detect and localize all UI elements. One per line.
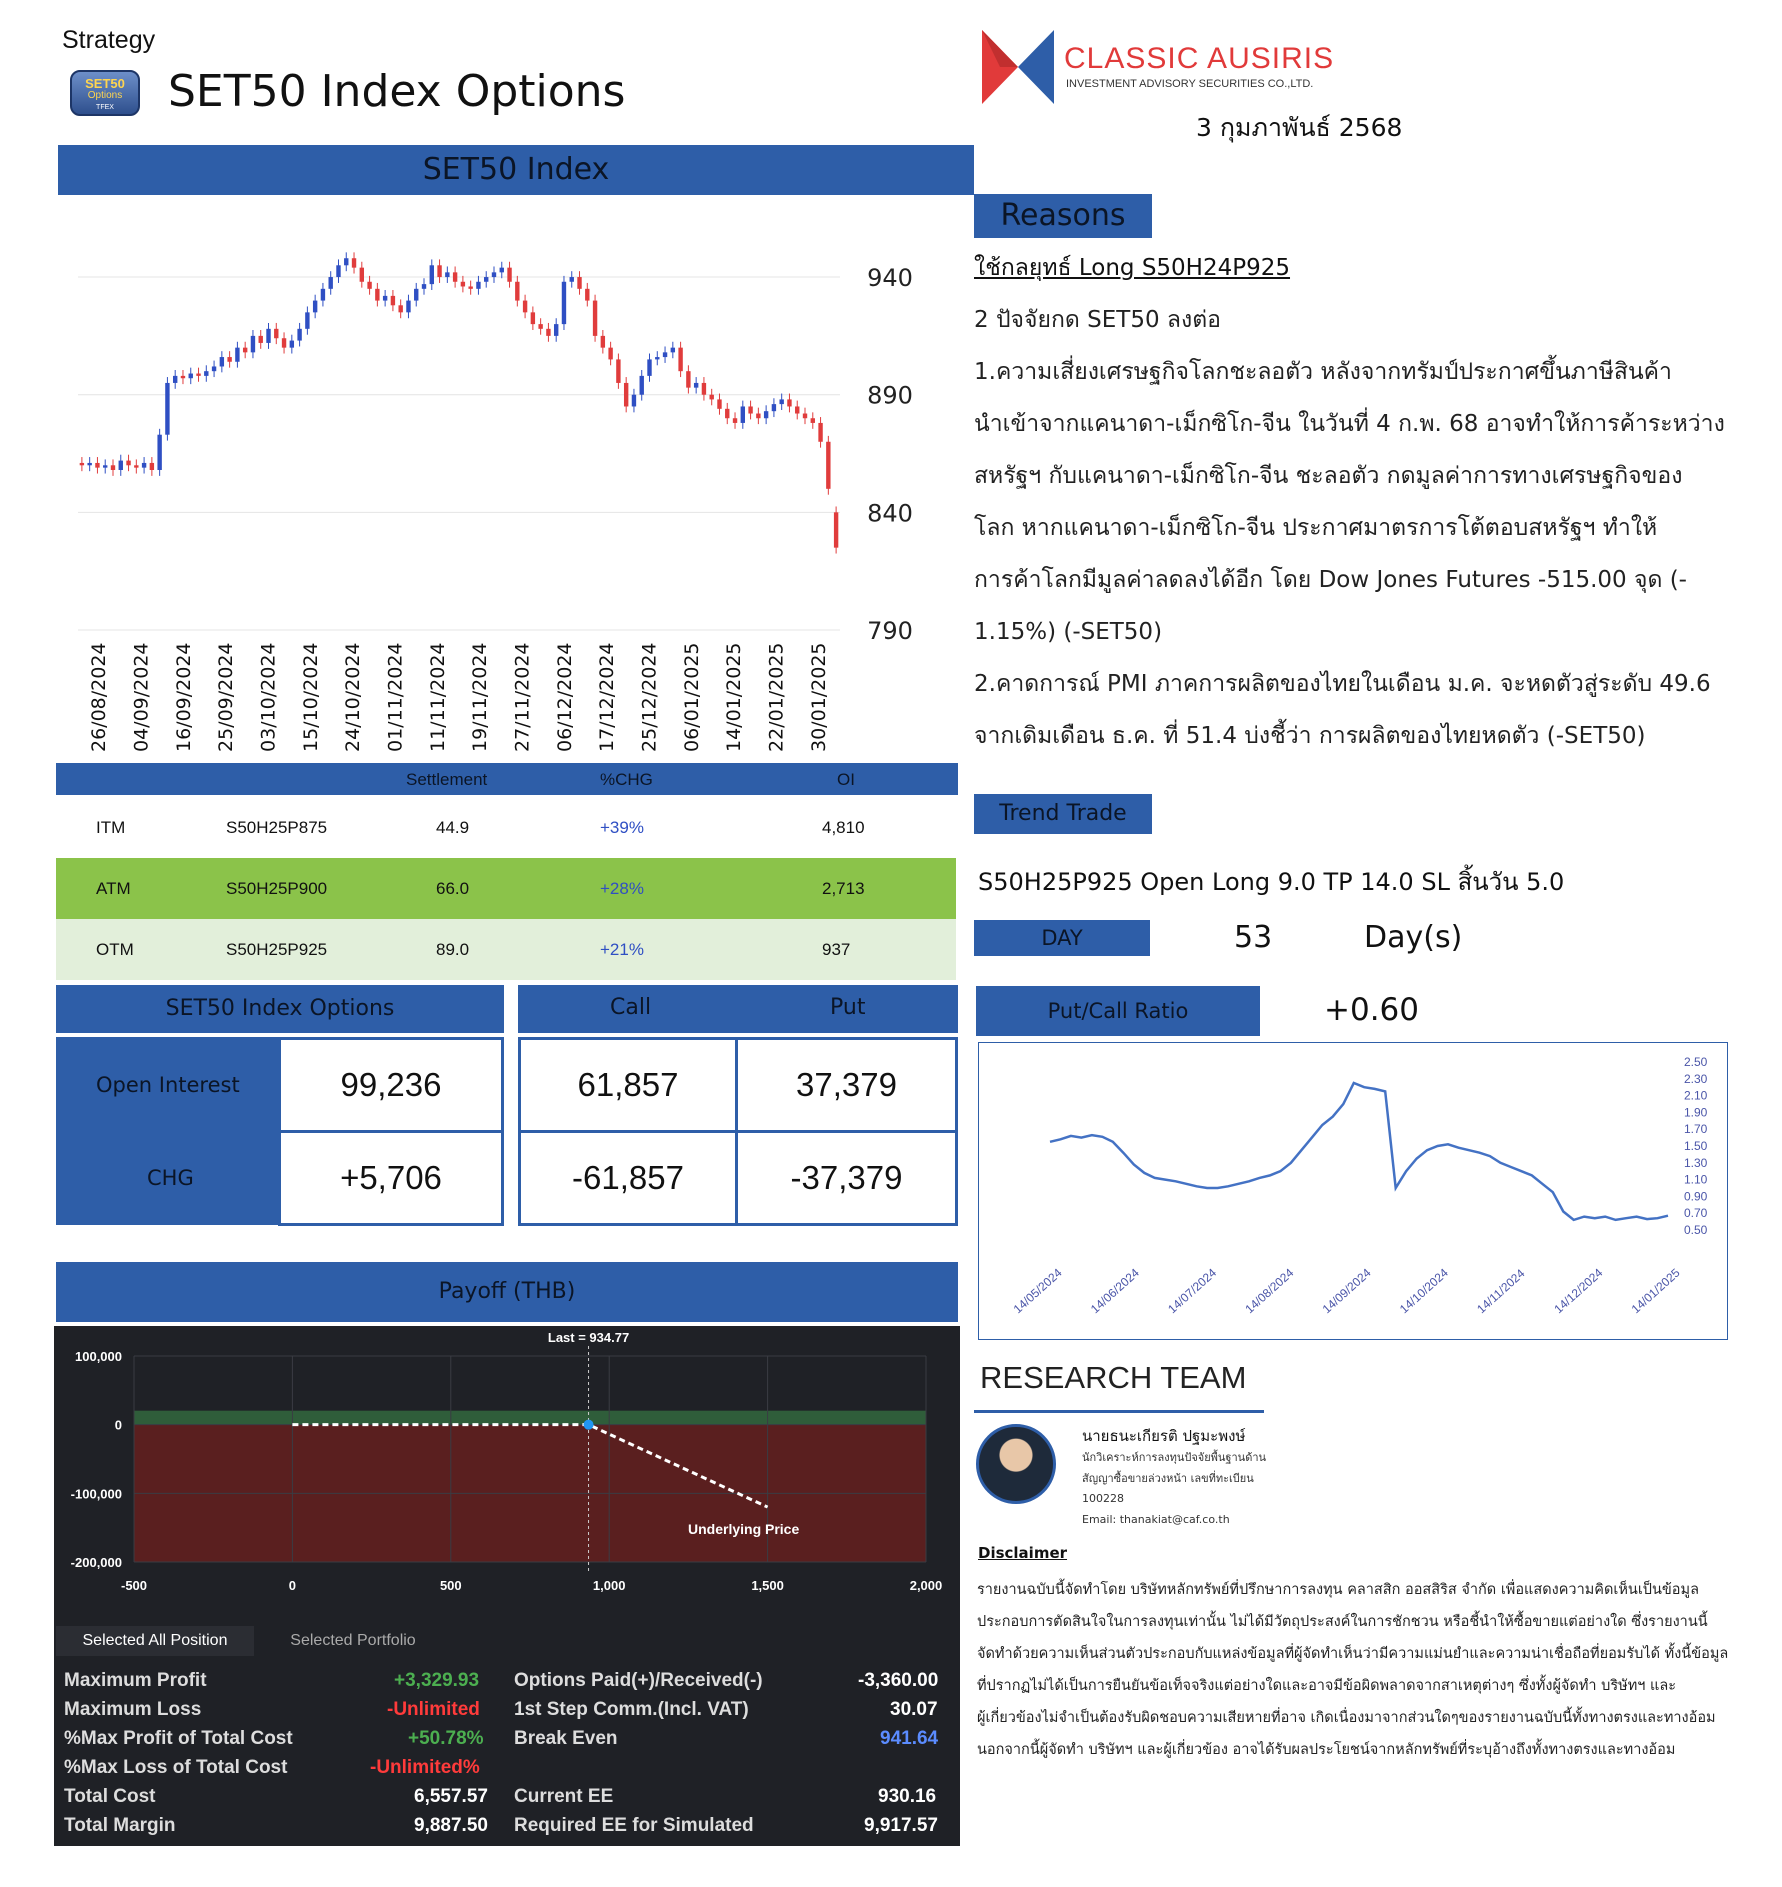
chg-label: CHG [147, 1166, 194, 1190]
candle-body [375, 289, 379, 301]
candle-body [204, 371, 208, 376]
x-tick-label: 14/01/2025 [1628, 1265, 1683, 1317]
x-tick-label: 14/06/2024 [1087, 1265, 1142, 1317]
x-tick-label: 14/01/2025 [723, 642, 746, 752]
x-tick-label: 04/09/2024 [130, 642, 153, 752]
oi-table-header: SET50 Index Options [56, 985, 504, 1033]
total-cost-label: Total Cost [64, 1786, 156, 1807]
logo-line-2: Options [87, 90, 123, 101]
call-put-header [518, 985, 958, 1033]
x-tick-label: 1,000 [592, 1578, 626, 1593]
row-settlement: 44.9 [436, 817, 470, 837]
break-even-value: 941.64 [880, 1728, 939, 1749]
x-tick-label: 0 [288, 1578, 297, 1593]
tab-selected-all-position[interactable]: Selected All Position [56, 1626, 254, 1656]
candle-body [196, 374, 200, 376]
candle-body [297, 329, 301, 341]
candle-body [173, 376, 177, 383]
candle-body [678, 348, 682, 372]
last-price-label: Last = 934.77 [547, 1330, 630, 1345]
x-tick-label: 19/11/2024 [469, 642, 492, 752]
candle-body [126, 461, 130, 466]
row-series: S50H25P900 [226, 878, 328, 898]
y-tick-label: 0 [114, 1417, 122, 1433]
candle-body [663, 352, 667, 357]
candle-body [150, 463, 154, 470]
row-chg: +28% [600, 878, 644, 898]
row-type: OTM [96, 939, 134, 959]
candle-body [748, 406, 752, 413]
disclaimer-line: รายงานฉบับนี้จัดทำโดย บริษัทหลักทรัพย์ที่ปรึกษาการลงทุน คลาสสิก ออสสิริส จำกัด เพื่อแสดงความคิดเห็นเป็นข้อมูล [977, 1582, 1699, 1598]
candle-body [523, 301, 527, 313]
candle-body [694, 383, 698, 388]
x-tick-label: 2,000 [909, 1578, 943, 1593]
disclaimer-line: จัดทำด้วยความเห็นส่วนตัวประกอบกับแหล่งข้อมูลที่ผู้จัดทำเห็นว่ามีความแม่นยำและความน่าเชื่อถือที่ยอมรับได้ ทั้งนี้ข้อมูล [977, 1646, 1729, 1662]
call-oi-value: 61,857 [518, 1037, 738, 1133]
x-tick-label: 14/07/2024 [1165, 1265, 1220, 1317]
oi-chg-value: +5,706 [278, 1130, 504, 1226]
disclaimer-line: ประกอบการตัดสินใจในการลงทุนเท่านั้น ไม่ได้มีวัตถุประสงค์ในการชักชวน หรือชี้นำให้ซื้อขายแต่อย่างใด ซึ่งรายงานนี้ [977, 1614, 1708, 1630]
row-settlement: 89.0 [436, 939, 470, 959]
index-chart-title: SET50 Index [58, 145, 974, 195]
candle-body [585, 289, 589, 301]
candle-body [608, 348, 612, 360]
analyst-registration: 100228 [1082, 1492, 1124, 1505]
total-margin-label: Total Margin [64, 1815, 176, 1836]
candle-body [671, 348, 675, 353]
candle-body [352, 258, 356, 267]
candle-body [235, 348, 239, 362]
put-call-ratio-label: Put/Call Ratio [976, 986, 1260, 1036]
analyst-role: นักวิเคราะห์การลงทุนปัจจัยพื้นฐานด้าน [1082, 1451, 1267, 1464]
x-tick-label: 03/10/2024 [257, 642, 280, 752]
candle-body [305, 312, 309, 328]
candle-body [344, 258, 348, 265]
x-tick-label: 500 [439, 1578, 462, 1593]
table-row [56, 919, 956, 980]
x-tick-label: 24/10/2024 [342, 642, 365, 752]
row-type: ITM [96, 817, 126, 837]
candle-body [266, 329, 270, 343]
candle-body [818, 423, 822, 442]
candle-body [445, 272, 449, 277]
pcr-series-line [1050, 1083, 1668, 1220]
total-margin-value: 9,887.50 [414, 1815, 488, 1836]
y-tick-label: 2.10 [1684, 1088, 1708, 1103]
max-loss-value: -Unlimited [387, 1699, 480, 1720]
row-chg: +21% [600, 939, 644, 959]
candle-body [87, 463, 91, 465]
y-tick-label: 2.30 [1684, 1071, 1708, 1086]
call-chg-value: -61,857 [518, 1130, 738, 1226]
put-call-ratio-chart [978, 1042, 1728, 1340]
y-tick-label: 1.90 [1684, 1105, 1708, 1120]
open-interest-label: Open Interest [96, 1073, 240, 1097]
candle-body [336, 265, 340, 277]
max-profit-value: +3,329.93 [394, 1670, 480, 1691]
candle-body [80, 463, 84, 465]
candle-body [484, 277, 488, 282]
x-tick-label: 22/01/2025 [765, 642, 788, 752]
max-loss-pct-value: -Unlimited% [370, 1757, 480, 1778]
candle-body [189, 374, 193, 379]
x-tick-label: 01/11/2024 [384, 642, 407, 752]
options-table-header [56, 763, 958, 795]
oi-label-panel [56, 1037, 280, 1225]
reason-line: 2.คาดการณ์ PMI ภาคการผลิตของไทยในเดือน ม.ค. จะหดตัวสู่ระดับ 49.6 [974, 671, 1711, 697]
last-price-marker [584, 1420, 594, 1430]
day-label: DAY [974, 920, 1150, 956]
put-chg-value: -37,379 [735, 1130, 958, 1226]
candle-body [779, 399, 783, 404]
reasons-text [974, 294, 1774, 762]
set50-options-logo [70, 70, 140, 116]
candle-body [834, 512, 838, 547]
candle-body [811, 418, 815, 423]
candle-body [367, 282, 371, 289]
max-loss-pct-label: %Max Loss of Total Cost [64, 1757, 288, 1778]
reason-line: โลก หากแคนาดา-เม็กซิโก-จีน ประกาศมาตรการโต้ตอบสหรัฐฯ ทำให้ [974, 515, 1658, 541]
candle-body [702, 383, 706, 395]
max-profit-pct-label: %Max Profit of Total Cost [64, 1728, 293, 1749]
research-team-title: RESEARCH TEAM [980, 1360, 1247, 1395]
candle-body [500, 268, 504, 273]
call-header: Call [610, 995, 652, 1020]
y-tick-label: -200,000 [70, 1555, 122, 1570]
page-title: SET50 Index Options [168, 66, 626, 117]
y-tick-label: 940 [867, 264, 913, 293]
total-cost-value: 6,557.57 [414, 1786, 488, 1807]
x-tick-label: 27/11/2024 [511, 642, 534, 752]
row-settlement: 66.0 [436, 878, 470, 898]
profit-region [134, 1411, 926, 1425]
candle-body [632, 395, 636, 407]
candle-body [655, 357, 659, 359]
y-tick-label: 1.30 [1684, 1155, 1708, 1170]
current-ee-label: Current EE [514, 1786, 614, 1807]
x-tick-label: 16/09/2024 [172, 642, 195, 752]
reason-line: 2 ปัจจัยกด SET50 ลงต่อ [974, 307, 1221, 333]
max-profit-pct-value: +50.78% [408, 1728, 484, 1749]
y-tick-label: 2.50 [1684, 1055, 1708, 1069]
disclaimer-title: Disclaimer [978, 1544, 1068, 1562]
candle-body [422, 284, 426, 289]
candle-body [119, 461, 123, 470]
candle-body [329, 277, 333, 289]
candle-body [251, 336, 255, 352]
candle-body [391, 296, 395, 305]
x-tick-label: 17/12/2024 [596, 642, 619, 752]
settlement-header: Settlement [406, 770, 488, 789]
candle-body [414, 289, 418, 301]
analyst-role-2: สัญญาซื้อขายล่วงหน้า เลขที่ทะเบียน [1082, 1472, 1254, 1485]
put-call-ratio-value: +0.60 [1324, 992, 1419, 1028]
candle-body [181, 376, 185, 378]
y-tick-label: 1.70 [1684, 1122, 1708, 1137]
payoff-chart [54, 1326, 960, 1616]
required-ee-label: Required EE for Simulated [514, 1815, 754, 1836]
commission-label: 1st Step Comm.(Incl. VAT) [514, 1699, 749, 1720]
reason-line: จากเดิมเดือน ธ.ค. ที่ 51.4 บ่งชี้ว่า การผลิตของไทยหดตัว (-SET50) [974, 723, 1646, 749]
analyst-email: Email: thanakiat@caf.co.th [1082, 1513, 1230, 1526]
candle-body [570, 277, 574, 282]
candle-body [290, 341, 294, 348]
y-tick-label: 0.70 [1684, 1206, 1708, 1221]
candle-body [577, 277, 581, 289]
x-tick-label: 14/12/2024 [1551, 1265, 1606, 1317]
candle-body [531, 312, 535, 324]
candle-body [360, 268, 364, 282]
candle-body [321, 289, 325, 301]
candle-body [593, 301, 597, 336]
x-tick-label: 15/10/2024 [299, 642, 322, 752]
candle-body [437, 265, 441, 277]
candle-body [243, 348, 247, 353]
candle-body [826, 442, 830, 489]
candle-body [430, 265, 434, 284]
table-row [56, 797, 956, 858]
candle-body [103, 465, 107, 467]
y-tick-label: 100,000 [75, 1349, 122, 1364]
candle-body [803, 414, 807, 419]
put-oi-value: 37,379 [735, 1037, 958, 1133]
y-tick-label: 0.90 [1684, 1189, 1708, 1204]
candle-body [453, 272, 457, 281]
candle-body [515, 282, 519, 301]
company-name: CLASSIC AUSIRIS [1064, 42, 1335, 75]
logo-line-3: TFEX [96, 104, 114, 111]
row-series: S50H25P925 [226, 939, 328, 959]
x-tick-label: 14/08/2024 [1242, 1265, 1297, 1317]
options-paid-value: -3,360.00 [858, 1670, 939, 1691]
x-tick-label: 06/01/2025 [680, 642, 703, 752]
disclaimer-line: ที่ปรากฏไม่ได้เป็นการยืนยันข้อเท็จจริงแต่อย่างใดและอาจมีข้อผิดพลาดจากสาเหตุต่างๆ ซึ่งทั้งผู้จัดทำ บริษัทฯ และ [977, 1678, 1677, 1694]
candle-body [165, 383, 169, 435]
trend-trade-title: Trend Trade [974, 794, 1152, 834]
row-oi: 937 [822, 939, 851, 959]
strategy-line: ใช้กลยุทธ์ Long S50H24P925 [974, 255, 1291, 281]
open-interest-value: 99,236 [278, 1037, 504, 1133]
candle-body [220, 357, 224, 366]
candle-body [725, 409, 729, 418]
reason-line: 1.ความเสี่ยงเศรษฐกิจโลกชะลอตัว หลังจากทรัมป์ประกาศขึ้นภาษีสินค้า [974, 359, 1672, 385]
candle-body [383, 296, 387, 301]
candle-body [157, 435, 161, 470]
candle-body [461, 282, 465, 287]
candle-body [507, 268, 511, 282]
x-tick-label: 30/01/2025 [807, 642, 830, 752]
candle-body [640, 376, 644, 395]
table-row [56, 858, 956, 919]
disclaimer-line: นอกจากนี้ผู้จัดทำ บริษัทฯ และผู้เกี่ยวข้อง อาจได้รับผลประโยชน์จากหลักทรัพย์ที่ระบุอ้างถึงทั้งทางตรงและทางอ้อม [977, 1742, 1676, 1758]
candle-body [601, 336, 605, 348]
candle-body [562, 282, 566, 324]
candle-body [616, 359, 620, 383]
strategy-label: Strategy [62, 26, 156, 54]
x-tick-label: -500 [120, 1578, 148, 1593]
candle-body [538, 324, 542, 329]
row-oi: 2,713 [822, 878, 865, 898]
candle-body [476, 282, 480, 289]
candle-body [212, 366, 216, 371]
disclaimer-line: ผู้เกี่ยวข้องไม่จำเป็นต้องรับผิดชอบความเสียหายที่อาจ เกิดเนื่องมาจากส่วนใดๆของรายงานฉบับนี้ทั้งทางตรงและทางอ้อม [977, 1710, 1716, 1726]
reason-line: 1.15%) (-SET50) [974, 619, 1163, 645]
company-logo [982, 30, 1054, 104]
candle-body [227, 357, 231, 362]
payoff-title: Payoff (THB) [56, 1262, 958, 1322]
options-paid-label: Options Paid(+)/Received(-) [514, 1670, 763, 1691]
y-tick-label: 1.10 [1684, 1172, 1708, 1187]
y-tick-label: 840 [867, 499, 913, 528]
candle-body [795, 406, 799, 413]
candle-body [554, 324, 558, 336]
candle-body [95, 463, 99, 468]
tab-selected-portfolio[interactable]: Selected Portfolio [260, 1626, 446, 1656]
candle-body [624, 383, 628, 407]
candle-body [546, 329, 550, 336]
current-ee-value: 930.16 [878, 1786, 937, 1807]
x-tick-label: 14/11/2024 [1474, 1266, 1528, 1317]
day-unit: Day(s) [1364, 920, 1463, 955]
reason-line: สหรัฐฯ กับแคนาดา-เม็กซิโก-จีน ชะลอตัว กดมูลค่าการทางเศรษฐกิจของ [974, 463, 1683, 489]
underlying-price-label: Underlying Price [688, 1521, 800, 1537]
x-tick-label: 14/05/2024 [1010, 1265, 1065, 1317]
y-tick-label: 890 [867, 381, 913, 410]
candle-body [717, 399, 721, 408]
x-tick-label: 14/09/2024 [1319, 1265, 1374, 1317]
oi-header: OI [837, 770, 855, 789]
research-divider [974, 1410, 1264, 1413]
candle-body [710, 395, 714, 400]
candle-body [259, 336, 263, 343]
put-header: Put [830, 995, 866, 1020]
x-tick-label: 1,500 [751, 1578, 784, 1593]
x-tick-label: 25/09/2024 [215, 642, 238, 752]
report-date: 3 กุมภาพันธ์ 2568 [1196, 113, 1403, 142]
break-even-label: Break Even [514, 1728, 618, 1749]
x-tick-label: 25/12/2024 [638, 642, 661, 752]
max-loss-label: Maximum Loss [64, 1699, 202, 1720]
candle-body [733, 418, 737, 423]
candle-body [492, 272, 496, 277]
candle-body [647, 359, 651, 375]
reason-line: การค้าโลกมีมูลค่าลดลงได้อีก โดย Dow Jones Futures -515.00 จุด (- [974, 567, 1687, 593]
row-type: ATM [96, 878, 131, 898]
y-tick-label: -100,000 [70, 1486, 122, 1502]
max-profit-label: Maximum Profit [64, 1670, 207, 1691]
x-tick-label: 06/12/2024 [553, 642, 576, 752]
reason-line: นำเข้าจากแคนาดา-เม็กซิโก-จีน ในวันที่ 4 ก.พ. 68 อาจทำให้การค้าระหว่าง [974, 411, 1725, 437]
logo-line-1: SET50 [85, 76, 125, 91]
candle-body [398, 305, 402, 312]
candle-body [111, 465, 115, 470]
candle-body [406, 301, 410, 313]
candle-body [134, 465, 138, 467]
analyst-name: นายธนะเกียรติ ปฐมะพงษ์ [1082, 1427, 1246, 1445]
company-subtitle: INVESTMENT ADVISORY SECURITIES CO.,LTD. [1066, 78, 1314, 90]
y-tick-label: 1.50 [1684, 1139, 1708, 1153]
candle-body [282, 338, 286, 347]
candle-body [142, 463, 146, 468]
row-series: S50H25P875 [226, 817, 328, 837]
x-tick-label: 14/10/2024 [1396, 1265, 1451, 1317]
row-chg: +39% [600, 817, 644, 837]
x-tick-label: 11/11/2024 [426, 642, 449, 752]
avatar [976, 1424, 1056, 1504]
day-value: 53 [1234, 920, 1273, 955]
candle-body [468, 286, 472, 288]
row-oi: 4,810 [822, 817, 865, 837]
reasons-title: Reasons [974, 194, 1152, 238]
required-ee-value: 9,917.57 [864, 1815, 938, 1836]
y-tick-label: 0.50 [1684, 1223, 1708, 1237]
candle-body [686, 371, 690, 387]
y-tick-label: 790 [867, 617, 913, 645]
x-tick-label: 26/08/2024 [88, 642, 111, 752]
candle-body [313, 301, 317, 313]
candle-body [772, 404, 776, 411]
candle-body [787, 399, 791, 406]
commission-value: 30.07 [890, 1699, 938, 1720]
candle-body [274, 329, 278, 338]
candle-body [756, 414, 760, 419]
chg-header: %CHG [600, 770, 653, 789]
trend-trade-text: S50H25P925 Open Long 9.0 TP 14.0 SL สิ้นวัน 5.0 [978, 868, 1565, 896]
candle-body [764, 411, 768, 418]
set50-candlestick-chart [58, 230, 978, 760]
candle-body [741, 406, 745, 422]
